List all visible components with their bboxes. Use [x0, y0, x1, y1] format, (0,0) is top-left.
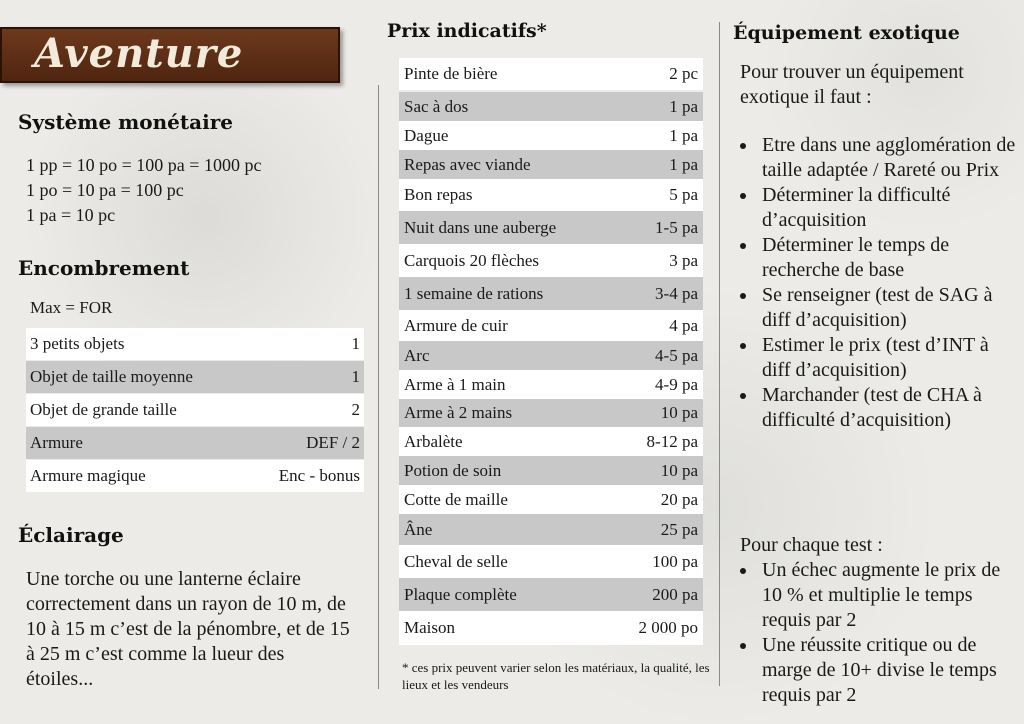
price-label: Nuit dans une auberge	[404, 217, 557, 237]
encumbrance-heading: Encombrement	[18, 256, 190, 280]
list-item: • Un échec augmente le prix de 10 % et multiplie le temps requis par 2	[758, 558, 1016, 633]
price-value: 3 pa	[669, 250, 698, 270]
price-value: 4-9 pa	[655, 374, 698, 394]
price-label: Arme à 1 main	[404, 374, 506, 394]
table-row	[399, 514, 703, 545]
row-label: Objet de grande taille	[30, 400, 177, 419]
table-row	[26, 427, 364, 459]
money-heading: Système monétaire	[18, 110, 233, 134]
price-value: 25 pa	[660, 519, 698, 539]
column-divider	[719, 22, 720, 686]
table-row	[399, 399, 703, 427]
price-value: 1 pa	[669, 96, 698, 116]
price-value: 10 pa	[660, 460, 698, 480]
price-label: Sac à dos	[404, 96, 469, 116]
table-row	[399, 611, 703, 645]
price-label: Arc	[404, 345, 430, 365]
price-value: 4-5 pa	[655, 345, 698, 365]
test-items	[740, 558, 1016, 708]
table-row	[26, 460, 364, 492]
money-line: 1 po = 10 pa = 100 pc	[26, 180, 184, 200]
price-label: Maison	[404, 618, 455, 637]
price-label: Cheval de selle	[404, 551, 508, 571]
table-row	[399, 341, 703, 370]
price-label: Carquois 20 flèches	[404, 250, 540, 270]
price-value: 1-5 pa	[655, 217, 698, 237]
table-row	[399, 456, 703, 485]
price-label: Potion de soin	[404, 460, 502, 480]
row-value: Enc - bonus	[278, 466, 360, 485]
table-row	[26, 394, 364, 426]
table-row	[399, 58, 703, 90]
table-row	[399, 310, 703, 341]
list-item: • Estimer le prix (test d’INT à diff d’acquisition)	[758, 333, 1016, 383]
column-divider	[378, 85, 379, 689]
price-value: 1 pa	[669, 154, 698, 174]
money-line: 1 pa = 10 pc	[26, 205, 116, 225]
page-title: Aventure	[34, 30, 244, 77]
table-row	[399, 578, 703, 611]
price-value: 2 pc	[669, 64, 698, 83]
price-value: 200 pa	[652, 584, 698, 604]
encumbrance-max: Max = FOR	[30, 298, 113, 317]
price-label: Pinte de bière	[404, 64, 498, 83]
price-label: Dague	[404, 125, 449, 145]
price-label: Armure de cuir	[404, 315, 508, 335]
row-label: Objet de taille moyenne	[30, 367, 193, 386]
price-label: Arme à 2 mains	[404, 403, 513, 422]
price-value: 8-12 pa	[646, 431, 698, 451]
row-value: 1	[351, 334, 360, 353]
price-label: Plaque complète	[404, 584, 517, 604]
price-value: 2 000 po	[638, 618, 698, 637]
row-value: 1	[351, 367, 360, 386]
price-label: 1 semaine de rations	[404, 283, 544, 303]
list-item: • Marchander (test de CHA à difficulté d’acquisition)	[758, 383, 1016, 433]
list-item: • Etre dans une agglomération de taille adaptée / Rareté ou Prix	[758, 133, 1016, 183]
price-label: Bon repas	[404, 185, 473, 204]
row-label: 3 petits objets	[30, 334, 125, 353]
lighting-text: Une torche ou une lanterne éclaire correctement dans un rayon de 10 m, de 10 à 15 m c’est de la pénombre, et de 15 à 25 m c’est comme la lueur des étoiles...	[26, 568, 350, 690]
price-label: Cotte de maille	[404, 489, 508, 509]
exotic-steps	[740, 133, 1016, 433]
table-row	[399, 427, 703, 456]
table-row	[399, 179, 703, 211]
list-item: • Déterminer la difficulté d’acquisition	[758, 183, 1016, 233]
price-value: 10 pa	[660, 403, 698, 422]
price-value: 20 pa	[660, 489, 698, 509]
table-row	[399, 121, 703, 150]
row-label: Armure magique	[30, 466, 146, 485]
list-item: • Une réussite critique ou de marge de 10+ divise le temps requis par 2	[758, 633, 1016, 708]
table-row	[399, 370, 703, 399]
table-row	[26, 361, 364, 393]
price-value: 4 pa	[669, 315, 698, 335]
test-intro: Pour chaque test :	[740, 534, 883, 556]
list-item: • Se renseigner (test de SAG à diff d’acquisition)	[758, 283, 1016, 333]
table-row	[399, 150, 703, 179]
price-label: Repas avec viande	[404, 154, 531, 174]
table-row	[399, 92, 703, 121]
prices-heading: Prix indicatifs*	[387, 20, 547, 42]
row-value: DEF / 2	[306, 433, 360, 452]
price-value: 1 pa	[669, 125, 698, 145]
table-row	[399, 244, 703, 277]
row-value: 2	[351, 400, 360, 419]
price-value: 3-4 pa	[655, 283, 698, 303]
price-value: 100 pa	[652, 551, 698, 571]
lighting-heading: Éclairage	[18, 523, 124, 547]
table-row	[399, 277, 703, 310]
table-row	[399, 545, 703, 578]
price-label: Âne	[404, 519, 433, 539]
money-lines	[26, 153, 261, 228]
table-row	[399, 211, 703, 244]
money-line: 1 pp = 10 po = 100 pa = 1000 pc	[26, 155, 262, 175]
table-row	[26, 328, 364, 360]
price-label: Arbalète	[404, 431, 463, 451]
price-value: 5 pa	[669, 185, 698, 204]
prices-footnote: * ces prix peuvent varier selon les matériaux, la qualité, les lieux et les vendeurs	[402, 660, 710, 692]
exotic-heading: Équipement exotique	[733, 22, 960, 44]
list-item: • Déterminer le temps de recherche de base	[758, 233, 1016, 283]
row-label: Armure	[30, 433, 83, 452]
exotic-intro: Pour trouver un équipement exotique il faut :	[740, 61, 964, 108]
table-row	[399, 485, 703, 514]
